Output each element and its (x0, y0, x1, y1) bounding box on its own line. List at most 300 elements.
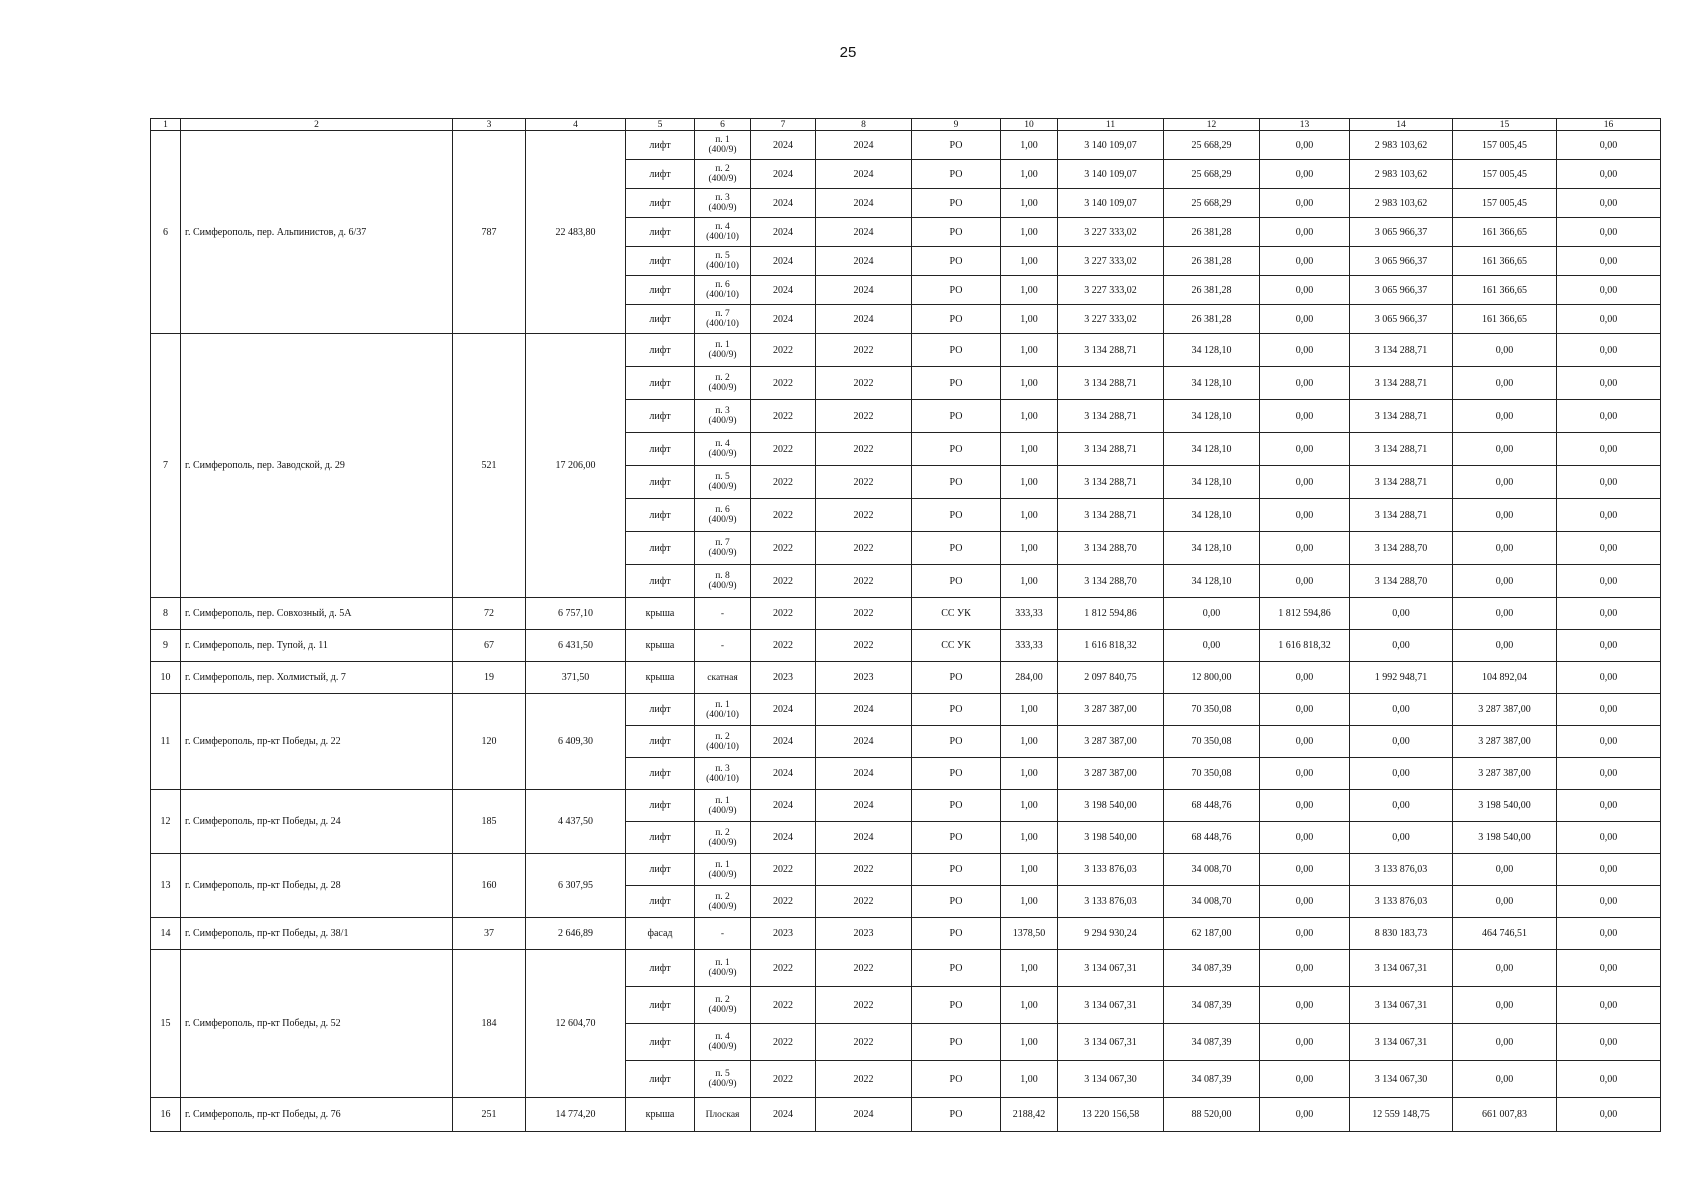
cell-c13: 0,00 (1260, 499, 1350, 532)
cell-y1: 2024 (751, 758, 816, 790)
cell-c13: 0,00 (1260, 160, 1350, 189)
cell-src: РО (912, 305, 1001, 334)
cell-c11: 3 134 288,71 (1058, 466, 1164, 499)
cell-qty: 1,00 (1001, 726, 1058, 758)
cell-src: РО (912, 822, 1001, 854)
element-descriptor-line: п. 5 (715, 472, 730, 482)
row-number: 6 (151, 131, 181, 334)
work-type: лифт (626, 247, 695, 276)
cell-c16: 0,00 (1557, 334, 1661, 367)
cell-c14: 3 134 067,31 (1350, 1024, 1453, 1061)
table-row (151, 1098, 1661, 1132)
work-type: лифт (626, 1024, 695, 1061)
house-address: г. Симферополь, пр-кт Победы, д. 52 (181, 950, 453, 1098)
cell-c16: 0,00 (1557, 1061, 1661, 1098)
house-address: г. Симферополь, пер. Холмистый, д. 7 (181, 662, 453, 694)
cell-c14: 3 134 067,30 (1350, 1061, 1453, 1098)
work-type: лифт (626, 822, 695, 854)
cell-y1: 2022 (751, 854, 816, 886)
cell-y1: 2022 (751, 499, 816, 532)
cell-c12: 34 008,70 (1164, 886, 1260, 918)
cell-src: РО (912, 758, 1001, 790)
cell-src: РО (912, 886, 1001, 918)
element-descriptor (695, 598, 751, 630)
element-descriptor-line: - (720, 608, 725, 619)
cell-qty: 1,00 (1001, 565, 1058, 598)
cell-c12: 0,00 (1164, 630, 1260, 662)
column-3-value: 19 (453, 662, 526, 694)
column-number: 4 (526, 119, 626, 131)
table-row (151, 694, 1661, 726)
element-descriptor (695, 218, 751, 247)
row-number: 12 (151, 790, 181, 854)
cell-c12: 26 381,28 (1164, 276, 1260, 305)
cell-y2: 2024 (816, 758, 912, 790)
work-type: лифт (626, 565, 695, 598)
cell-src: РО (912, 160, 1001, 189)
table-row (151, 630, 1661, 662)
cell-qty: 1,00 (1001, 499, 1058, 532)
element-descriptor (695, 367, 751, 400)
cell-c13: 0,00 (1260, 790, 1350, 822)
cell-c15: 0,00 (1453, 598, 1557, 630)
cell-y2: 2022 (816, 565, 912, 598)
table-row (151, 131, 1661, 160)
cell-c16: 0,00 (1557, 918, 1661, 950)
cell-qty: 1,00 (1001, 854, 1058, 886)
cell-qty: 1,00 (1001, 532, 1058, 565)
cell-src: РО (912, 918, 1001, 950)
work-type: лифт (626, 758, 695, 790)
work-type: лифт (626, 694, 695, 726)
element-descriptor (695, 950, 751, 987)
element-descriptor-line: (400/10) (706, 773, 739, 784)
cell-c13: 0,00 (1260, 1098, 1350, 1132)
cell-c11: 3 134 288,71 (1058, 334, 1164, 367)
row-number: 9 (151, 630, 181, 662)
column-number: 13 (1260, 119, 1350, 131)
cell-y2: 2022 (816, 630, 912, 662)
cell-c15: 157 005,45 (1453, 160, 1557, 189)
cell-c11: 3 227 333,02 (1058, 247, 1164, 276)
cell-y2: 2022 (816, 367, 912, 400)
cell-c15: 0,00 (1453, 466, 1557, 499)
cell-y2: 2024 (816, 131, 912, 160)
cell-y1: 2024 (751, 131, 816, 160)
cell-c11: 3 134 288,70 (1058, 532, 1164, 565)
work-type: лифт (626, 499, 695, 532)
cell-c12: 34 128,10 (1164, 499, 1260, 532)
cell-c12: 34 128,10 (1164, 400, 1260, 433)
cell-y1: 2022 (751, 886, 816, 918)
work-type: лифт (626, 189, 695, 218)
cell-src: СС УК (912, 630, 1001, 662)
cell-c16: 0,00 (1557, 532, 1661, 565)
cell-src: РО (912, 1098, 1001, 1132)
column-number: 8 (816, 119, 912, 131)
cell-c15: 157 005,45 (1453, 189, 1557, 218)
cell-y1: 2024 (751, 726, 816, 758)
cell-c13: 1 616 818,32 (1260, 630, 1350, 662)
element-descriptor-line: п. 1 (715, 135, 730, 145)
element-descriptor-line: п. 2 (715, 164, 730, 174)
element-descriptor-line: п. 3 (715, 763, 730, 774)
column-4-value: 6 431,50 (526, 630, 626, 662)
element-descriptor-line: п. 3 (715, 406, 730, 416)
cell-c14: 3 134 288,71 (1350, 433, 1453, 466)
cell-src: РО (912, 790, 1001, 822)
cell-c14: 0,00 (1350, 694, 1453, 726)
cell-c16: 0,00 (1557, 662, 1661, 694)
work-type: крыша (626, 598, 695, 630)
cell-qty: 1,00 (1001, 790, 1058, 822)
cell-y1: 2022 (751, 987, 816, 1024)
row-number: 7 (151, 334, 181, 598)
cell-src: РО (912, 532, 1001, 565)
cell-c13: 0,00 (1260, 822, 1350, 854)
cell-c15: 0,00 (1453, 1061, 1557, 1098)
cell-c12: 34 128,10 (1164, 433, 1260, 466)
cell-src: РО (912, 950, 1001, 987)
column-number: 14 (1350, 119, 1453, 131)
work-type: лифт (626, 1061, 695, 1098)
work-type: лифт (626, 400, 695, 433)
cell-qty: 1,00 (1001, 218, 1058, 247)
cell-c16: 0,00 (1557, 630, 1661, 662)
cell-c14: 0,00 (1350, 630, 1453, 662)
element-descriptor-line: (400/9) (708, 869, 737, 880)
element-descriptor-line: п. 2 (715, 995, 730, 1005)
column-3-value: 37 (453, 918, 526, 950)
cell-c16: 0,00 (1557, 1024, 1661, 1061)
element-descriptor-line: (400/10) (706, 290, 739, 300)
cell-c15: 0,00 (1453, 854, 1557, 886)
table-row (151, 854, 1661, 886)
cell-c13: 0,00 (1260, 400, 1350, 433)
column-number: 6 (695, 119, 751, 131)
column-3-value: 160 (453, 854, 526, 918)
cell-src: РО (912, 694, 1001, 726)
cell-qty: 1,00 (1001, 160, 1058, 189)
cell-qty: 333,33 (1001, 630, 1058, 662)
cell-qty: 1,00 (1001, 131, 1058, 160)
element-descriptor-line: (400/10) (706, 709, 739, 720)
element-descriptor (695, 433, 751, 466)
cell-y2: 2024 (816, 726, 912, 758)
column-number: 10 (1001, 119, 1058, 131)
cell-c14: 3 134 288,71 (1350, 367, 1453, 400)
cell-c16: 0,00 (1557, 466, 1661, 499)
cell-qty: 284,00 (1001, 662, 1058, 694)
cell-c13: 0,00 (1260, 662, 1350, 694)
cell-y1: 2022 (751, 334, 816, 367)
row-number: 11 (151, 694, 181, 790)
cell-c12: 34 128,10 (1164, 367, 1260, 400)
cell-c15: 0,00 (1453, 532, 1557, 565)
row-number: 16 (151, 1098, 181, 1132)
work-type: лифт (626, 886, 695, 918)
work-type: лифт (626, 276, 695, 305)
cell-y1: 2024 (751, 247, 816, 276)
house-address: г. Симферополь, пер. Совхозный, д. 5А (181, 598, 453, 630)
element-descriptor-line: (400/10) (706, 319, 739, 329)
table-row (151, 950, 1661, 987)
element-descriptor (695, 694, 751, 726)
cell-c11: 3 134 288,71 (1058, 400, 1164, 433)
cell-src: РО (912, 131, 1001, 160)
cell-c12: 34 128,10 (1164, 334, 1260, 367)
column-3-value: 72 (453, 598, 526, 630)
cell-src: РО (912, 662, 1001, 694)
element-descriptor-line: п. 5 (715, 251, 730, 261)
column-3-value: 787 (453, 131, 526, 334)
element-descriptor (695, 532, 751, 565)
cell-qty: 1,00 (1001, 950, 1058, 987)
cell-c11: 3 198 540,00 (1058, 790, 1164, 822)
cell-src: РО (912, 247, 1001, 276)
cell-c12: 68 448,76 (1164, 822, 1260, 854)
element-descriptor-line: (400/9) (708, 901, 737, 912)
element-descriptor (695, 400, 751, 433)
cell-c12: 12 800,00 (1164, 662, 1260, 694)
cell-c16: 0,00 (1557, 131, 1661, 160)
cell-c11: 3 227 333,02 (1058, 305, 1164, 334)
table-row (151, 918, 1661, 950)
cell-c12: 34 087,39 (1164, 1061, 1260, 1098)
cell-c12: 34 128,10 (1164, 565, 1260, 598)
work-type: лифт (626, 334, 695, 367)
cell-c16: 0,00 (1557, 1098, 1661, 1132)
house-address: г. Симферополь, пер. Тупой, д. 11 (181, 630, 453, 662)
cell-c16: 0,00 (1557, 790, 1661, 822)
element-descriptor (695, 662, 751, 694)
cell-c11: 3 134 067,31 (1058, 987, 1164, 1024)
element-descriptor-line: п. 1 (715, 699, 730, 710)
cell-c12: 25 668,29 (1164, 189, 1260, 218)
cell-y1: 2024 (751, 694, 816, 726)
column-number: 16 (1557, 119, 1661, 131)
cell-c15: 3 198 540,00 (1453, 822, 1557, 854)
element-descriptor (695, 987, 751, 1024)
cell-qty: 2188,42 (1001, 1098, 1058, 1132)
cell-c11: 3 227 333,02 (1058, 276, 1164, 305)
element-descriptor-line: (400/9) (708, 1005, 737, 1015)
element-descriptor (695, 630, 751, 662)
cell-qty: 1,00 (1001, 987, 1058, 1024)
cell-c12: 34 087,39 (1164, 987, 1260, 1024)
cell-y1: 2022 (751, 466, 816, 499)
element-descriptor-line: - (720, 928, 725, 939)
cell-c16: 0,00 (1557, 886, 1661, 918)
cell-c13: 0,00 (1260, 131, 1350, 160)
cell-c16: 0,00 (1557, 433, 1661, 466)
cell-c15: 0,00 (1453, 499, 1557, 532)
work-type: крыша (626, 662, 695, 694)
element-descriptor-line: (400/9) (708, 174, 737, 184)
column-3-value: 185 (453, 790, 526, 854)
cell-qty: 1,00 (1001, 822, 1058, 854)
cell-c11: 3 133 876,03 (1058, 854, 1164, 886)
column-3-value: 67 (453, 630, 526, 662)
element-descriptor-line: п. 1 (715, 859, 730, 870)
cell-c12: 34 087,39 (1164, 950, 1260, 987)
element-descriptor-line: п. 2 (715, 731, 730, 742)
cell-c13: 0,00 (1260, 886, 1350, 918)
cell-y2: 2024 (816, 276, 912, 305)
cell-c12: 88 520,00 (1164, 1098, 1260, 1132)
cell-c14: 3 134 288,70 (1350, 565, 1453, 598)
cell-c13: 0,00 (1260, 247, 1350, 276)
cell-c14: 3 134 288,71 (1350, 400, 1453, 433)
cell-c14: 3 134 288,71 (1350, 466, 1453, 499)
cell-src: РО (912, 854, 1001, 886)
element-descriptor (695, 276, 751, 305)
cell-src: РО (912, 218, 1001, 247)
cell-y2: 2022 (816, 499, 912, 532)
cell-c13: 0,00 (1260, 565, 1350, 598)
cell-qty: 1,00 (1001, 433, 1058, 466)
element-descriptor-line: п. 1 (715, 340, 730, 350)
house-address: г. Симферополь, пр-кт Победы, д. 38/1 (181, 918, 453, 950)
element-descriptor-line: (400/9) (708, 416, 737, 426)
cell-y2: 2022 (816, 532, 912, 565)
cell-y2: 2023 (816, 662, 912, 694)
cell-c14: 3 134 288,71 (1350, 499, 1453, 532)
column-3-value: 184 (453, 950, 526, 1098)
column-4-value: 4 437,50 (526, 790, 626, 854)
cell-y2: 2022 (816, 886, 912, 918)
cell-c11: 3 287 387,00 (1058, 694, 1164, 726)
cell-y1: 2023 (751, 918, 816, 950)
column-number: 9 (912, 119, 1001, 131)
cell-c11: 3 140 109,07 (1058, 160, 1164, 189)
element-descriptor (695, 822, 751, 854)
cell-c15: 157 005,45 (1453, 131, 1557, 160)
element-descriptor-line: Плоская (705, 1109, 740, 1120)
cell-c15: 0,00 (1453, 400, 1557, 433)
column-number: 5 (626, 119, 695, 131)
element-descriptor-line: п. 3 (715, 193, 730, 203)
cell-c12: 34 008,70 (1164, 854, 1260, 886)
cell-c12: 25 668,29 (1164, 160, 1260, 189)
cell-qty: 1,00 (1001, 466, 1058, 499)
cell-c14: 0,00 (1350, 822, 1453, 854)
row-number: 15 (151, 950, 181, 1098)
cell-y1: 2022 (751, 1061, 816, 1098)
element-descriptor-line: (400/9) (708, 145, 737, 155)
element-descriptor-line: п. 7 (715, 538, 730, 548)
element-descriptor-line: (400/9) (708, 515, 737, 525)
element-descriptor-line: - (720, 640, 725, 651)
element-descriptor-line: скатная (707, 672, 738, 683)
cell-y1: 2024 (751, 189, 816, 218)
cell-c15: 0,00 (1453, 565, 1557, 598)
cell-y1: 2024 (751, 276, 816, 305)
cell-y1: 2022 (751, 433, 816, 466)
cell-y2: 2024 (816, 694, 912, 726)
cell-c13: 0,00 (1260, 433, 1350, 466)
cell-qty: 1,00 (1001, 305, 1058, 334)
cell-src: РО (912, 987, 1001, 1024)
column-number: 1 (151, 119, 181, 131)
cell-c11: 3 134 288,71 (1058, 433, 1164, 466)
house-address: г. Симферополь, пер. Альпинистов, д. 6/37 (181, 131, 453, 334)
element-descriptor (695, 1024, 751, 1061)
element-descriptor (695, 918, 751, 950)
table-body (151, 119, 1661, 1132)
house-address: г. Симферополь, пер. Заводской, д. 29 (181, 334, 453, 598)
cell-c14: 2 983 103,62 (1350, 131, 1453, 160)
element-descriptor-line: (400/9) (708, 1042, 737, 1052)
cell-c16: 0,00 (1557, 367, 1661, 400)
cell-c11: 3 227 333,02 (1058, 218, 1164, 247)
page-number: 25 (839, 44, 857, 61)
column-4-value: 6 409,30 (526, 694, 626, 790)
cell-c16: 0,00 (1557, 987, 1661, 1024)
cell-c15: 161 366,65 (1453, 247, 1557, 276)
cell-c16: 0,00 (1557, 189, 1661, 218)
cell-c13: 0,00 (1260, 305, 1350, 334)
cell-c13: 0,00 (1260, 918, 1350, 950)
cell-c16: 0,00 (1557, 726, 1661, 758)
cell-c11: 1 812 594,86 (1058, 598, 1164, 630)
cell-qty: 1,00 (1001, 1061, 1058, 1098)
table-row (151, 334, 1661, 367)
cell-c16: 0,00 (1557, 218, 1661, 247)
cell-c14: 8 830 183,73 (1350, 918, 1453, 950)
cell-c13: 0,00 (1260, 726, 1350, 758)
cell-y1: 2022 (751, 598, 816, 630)
element-descriptor-line: (400/10) (706, 232, 739, 242)
column-4-value: 22 483,80 (526, 131, 626, 334)
cell-qty: 1,00 (1001, 1024, 1058, 1061)
element-descriptor (695, 247, 751, 276)
cell-c15: 161 366,65 (1453, 218, 1557, 247)
cell-c13: 0,00 (1260, 367, 1350, 400)
cell-src: РО (912, 400, 1001, 433)
house-address: г. Симферополь, пр-кт Победы, д. 24 (181, 790, 453, 854)
cell-c15: 161 366,65 (1453, 276, 1557, 305)
cell-c14: 3 134 288,70 (1350, 532, 1453, 565)
work-type: лифт (626, 790, 695, 822)
element-descriptor (695, 565, 751, 598)
cell-c16: 0,00 (1557, 565, 1661, 598)
cell-c15: 3 287 387,00 (1453, 758, 1557, 790)
cell-y2: 2024 (816, 189, 912, 218)
cell-c14: 3 133 876,03 (1350, 886, 1453, 918)
element-descriptor (695, 160, 751, 189)
cell-c15: 0,00 (1453, 987, 1557, 1024)
cell-c16: 0,00 (1557, 758, 1661, 790)
cell-c14: 1 992 948,71 (1350, 662, 1453, 694)
cell-y2: 2024 (816, 1098, 912, 1132)
cell-src: РО (912, 499, 1001, 532)
cell-c14: 12 559 148,75 (1350, 1098, 1453, 1132)
cell-y1: 2022 (751, 565, 816, 598)
cell-c12: 26 381,28 (1164, 218, 1260, 247)
element-descriptor-line: п. 6 (715, 505, 730, 515)
element-descriptor-line: (400/10) (706, 261, 739, 271)
cell-src: РО (912, 276, 1001, 305)
cell-c11: 3 287 387,00 (1058, 758, 1164, 790)
cell-c11: 3 134 288,70 (1058, 565, 1164, 598)
table-row (151, 662, 1661, 694)
element-descriptor-line: (400/9) (708, 968, 737, 978)
element-descriptor-line: (400/9) (708, 548, 737, 558)
cell-c12: 70 350,08 (1164, 758, 1260, 790)
element-descriptor (695, 758, 751, 790)
cell-c14: 0,00 (1350, 790, 1453, 822)
